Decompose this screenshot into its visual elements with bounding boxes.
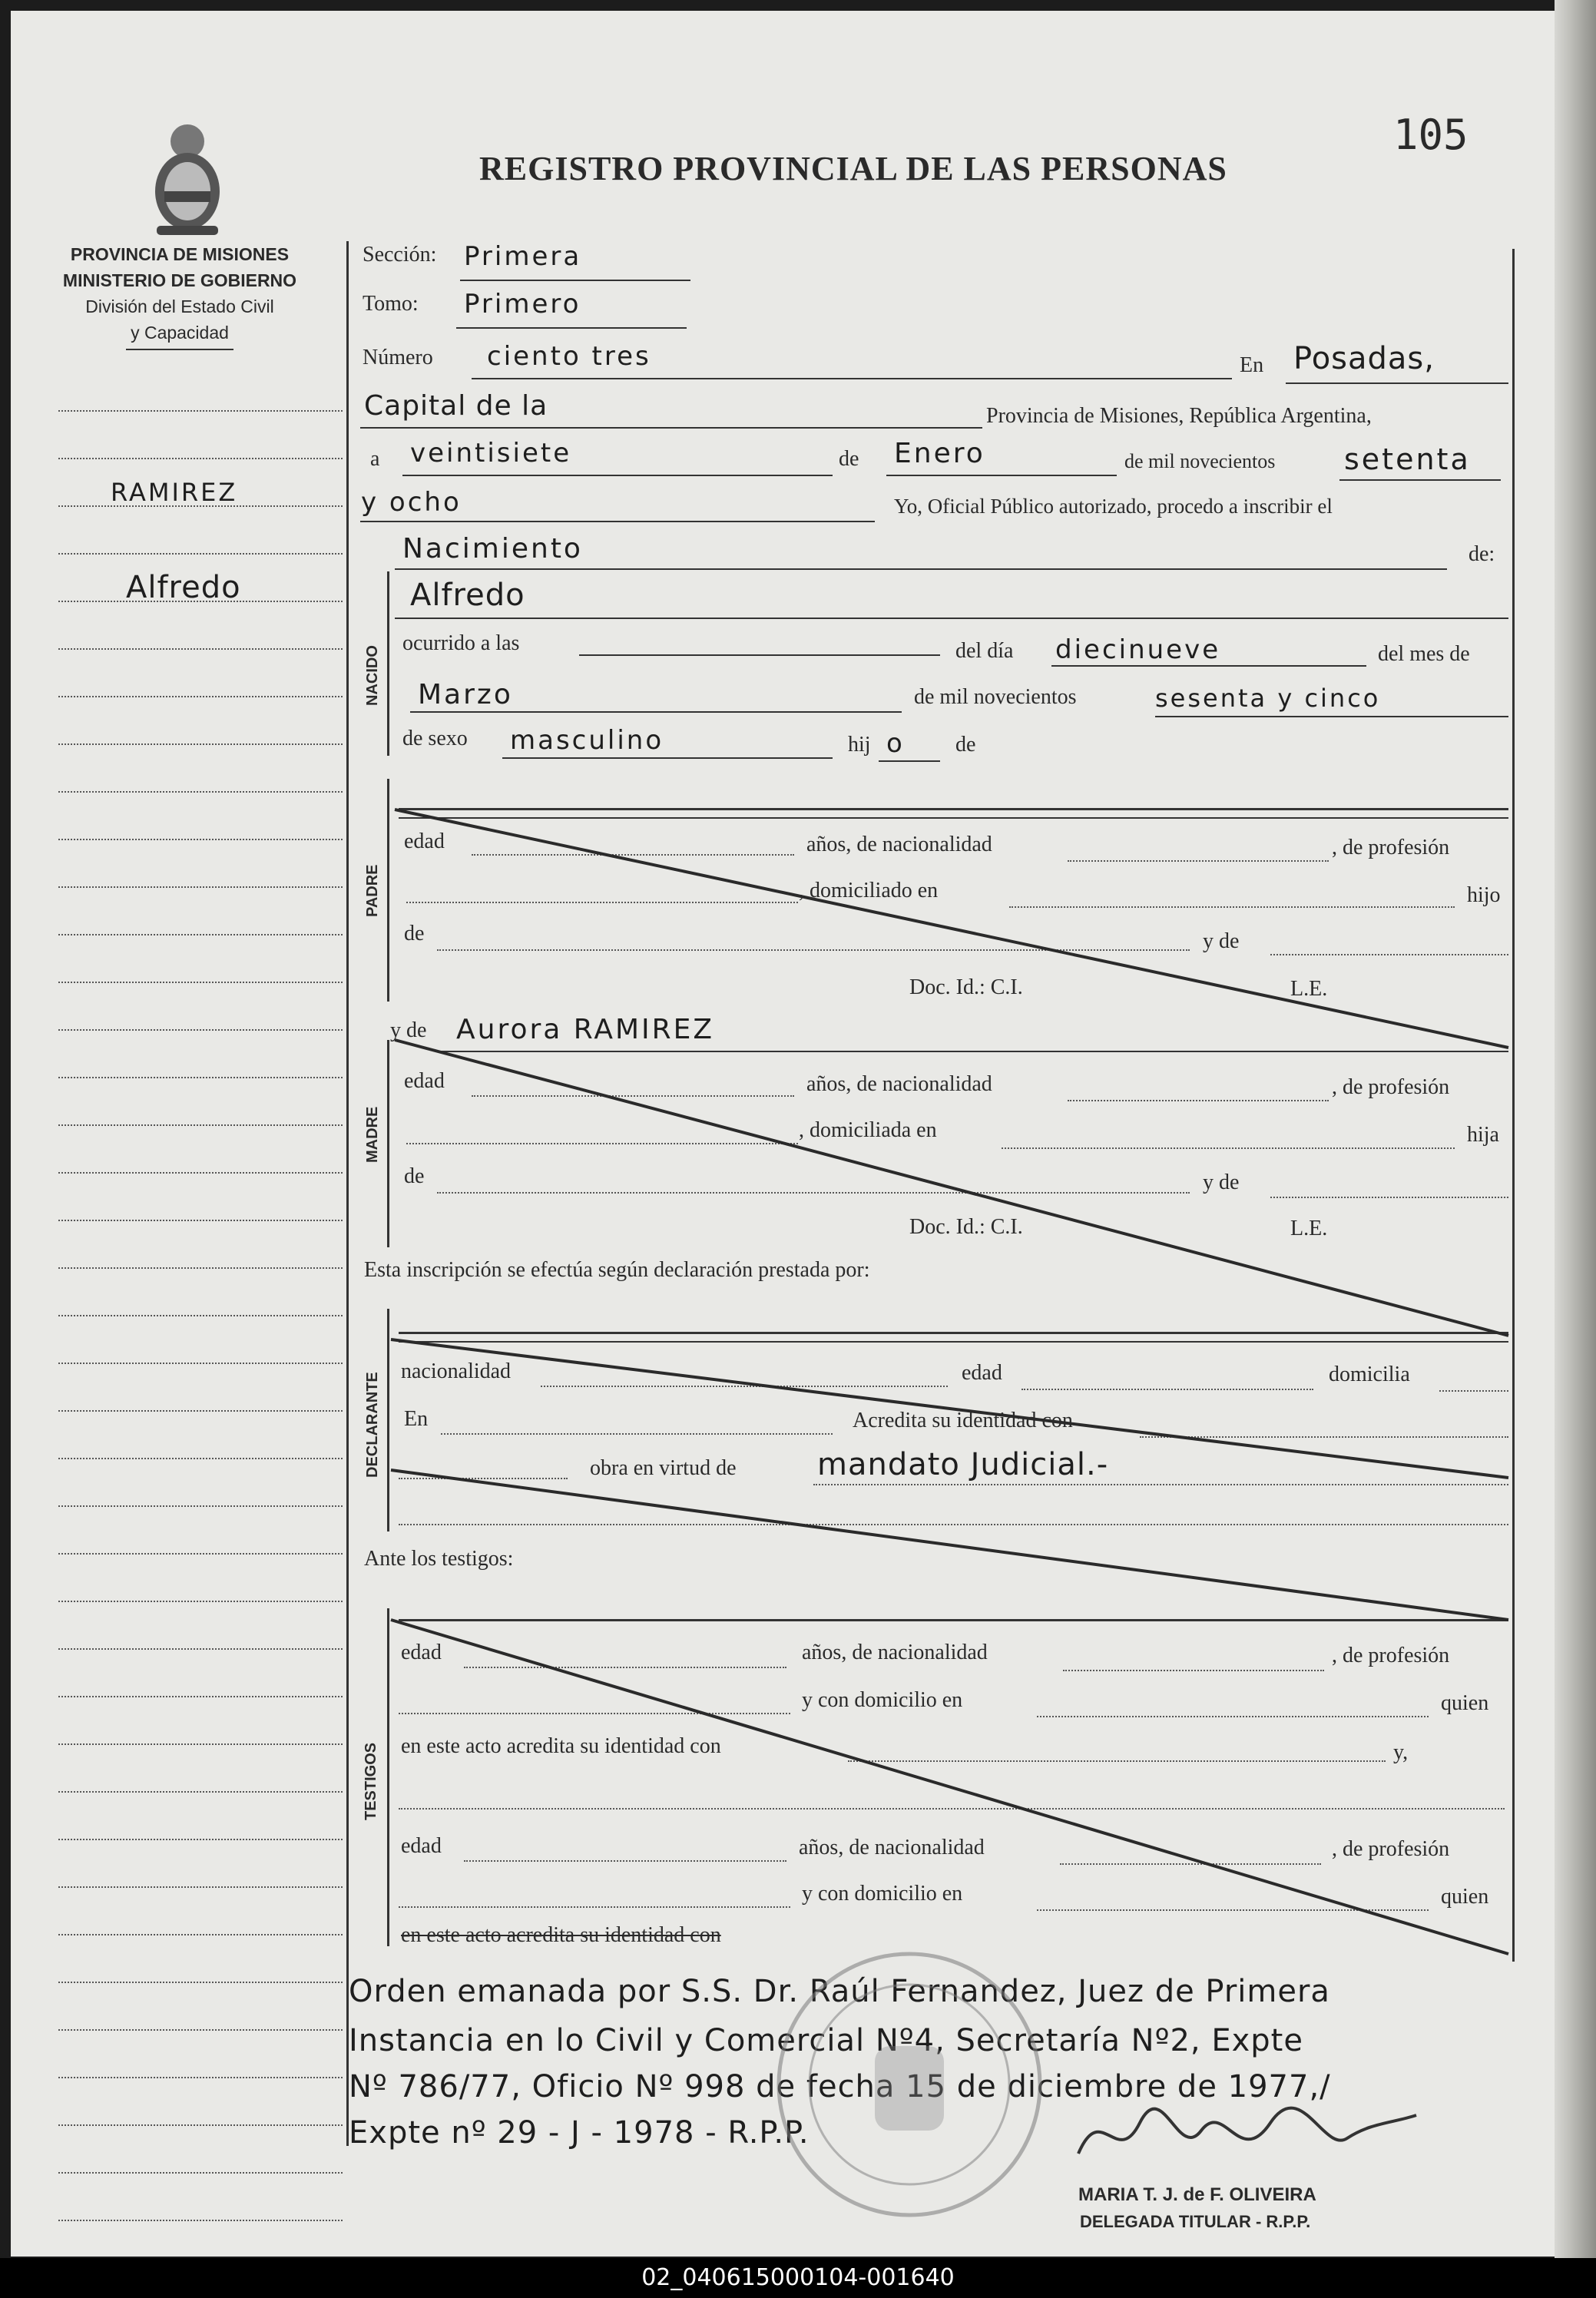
testigos-label: TESTIGOS: [363, 1742, 379, 1820]
testigo2-profesion-label: , de profesión: [1332, 1837, 1450, 1861]
page-edge: [1555, 0, 1596, 2258]
hijo-suffix-value: o: [886, 728, 905, 759]
declarante-label: DECLARANTE: [364, 1372, 381, 1478]
hij-label: hij: [848, 733, 871, 757]
del-dia-label: del día: [955, 639, 1014, 663]
institution-line-4: y Capacidad: [131, 323, 229, 343]
testigo1-edad-label: edad: [401, 1641, 442, 1664]
dia-acta-value: veintisiete: [410, 438, 572, 469]
testigo2-domicilio-label: y con domicilio en: [802, 1882, 963, 1906]
testigo2-nacionalidad-label: años, de nacionalidad: [799, 1836, 985, 1859]
madre-doc-label: Doc. Id.: C.I.: [909, 1215, 1023, 1239]
anio-acta-value-1: setenta: [1344, 442, 1471, 476]
institution-line-3: División del Estado Civil: [85, 296, 274, 316]
declarante-domicilia-label: domicilia: [1329, 1363, 1410, 1386]
padre-label: PADRE: [364, 864, 381, 917]
document-title: REGISTRO PROVINCIAL DE LAS PERSONAS: [479, 150, 1227, 187]
padre-le-label: L.E.: [1290, 977, 1328, 1001]
numero-value: ciento tres: [487, 341, 651, 372]
dia-nac-value: diecinueve: [1055, 634, 1221, 665]
testigo1-profesion-label: , de profesión: [1332, 1644, 1450, 1667]
padre-hijo-label: hijo: [1467, 883, 1501, 907]
seccion-label: Sección:: [363, 243, 437, 267]
padre-domicilio-label: , domiciliado en: [799, 879, 939, 902]
madre-le-label: L.E.: [1290, 1217, 1328, 1240]
declarante-edad-label: edad: [962, 1361, 1002, 1385]
en-label: En: [1240, 353, 1264, 377]
madre-value: Aurora RAMIREZ: [456, 1014, 715, 1045]
mil-novecientos-nac-label: de mil novecientos: [914, 685, 1077, 709]
note-line-4: Expte nº 29 - J - 1978 - R.P.P.: [349, 2115, 810, 2151]
de-hijo-label: de: [955, 733, 976, 757]
ocurrido-label: ocurrido a las: [402, 631, 520, 655]
yo-oficial-label: Yo, Oficial Público autorizado, procedo a inscribir el: [894, 495, 1333, 518]
madre-hija-label: hija: [1467, 1123, 1499, 1147]
testigo2-quien-label: quien: [1441, 1885, 1489, 1909]
de-colon-label: de:: [1469, 542, 1495, 566]
document-page: [11, 11, 1555, 2257]
mil-novecientos-label: de mil novecientos: [1124, 450, 1276, 472]
padre-edad-label: edad: [404, 829, 445, 853]
de-label: de: [839, 447, 859, 471]
tomo-value: Primero: [464, 289, 581, 320]
testigo2-edad-label: edad: [401, 1834, 442, 1858]
institution-line-1: PROVINCIA DE MISIONES: [70, 244, 290, 264]
capital-value: Capital de la: [364, 390, 548, 422]
cancellation-strokes: [11, 11, 1555, 2257]
testigo2-acredita-label: en este acto acredita su identidad con: [401, 1923, 721, 1947]
inscripcion-label: Esta inscripción se efectúa según declaración prestada por:: [364, 1258, 870, 1282]
madre-label: MADRE: [364, 1106, 381, 1163]
declarante-nacionalidad-label: nacionalidad: [401, 1359, 512, 1383]
testigo1-nacionalidad-label: años, de nacionalidad: [802, 1641, 988, 1664]
tomo-label: Tomo:: [363, 292, 419, 316]
testigos-intro-label: Ante los testigos:: [364, 1547, 514, 1571]
note-line-1: Orden emanada por S.S. Dr. Raúl Fernandez, Juez de Primera: [349, 1974, 1330, 2009]
padre-nacionalidad-label: años, de nacionalidad: [806, 833, 992, 856]
signature-name: MARIA T. J. de F. OLIVEIRA: [1078, 2184, 1316, 2205]
note-line-2: Instancia en lo Civil y Comercial Nº4, Secretaría Nº2, Expte: [349, 2023, 1303, 2058]
institution-line-2: MINISTERIO DE GOBIERNO: [62, 270, 297, 290]
padre-profesion-label: , de profesión: [1332, 836, 1450, 859]
madre-y-de-label: y de: [390, 1018, 427, 1042]
padre-doc-label: Doc. Id.: C.I.: [909, 975, 1023, 999]
sexo-value: masculino: [510, 725, 664, 756]
tipo-value: Nacimiento: [402, 533, 583, 565]
a-label: a: [370, 447, 380, 471]
nacido-label: NACIDO: [364, 645, 381, 706]
testigo1-domicilio-label: y con domicilio en: [802, 1688, 963, 1712]
madre-de-label: de: [404, 1164, 425, 1188]
anio-acta-value-2: y ocho: [361, 487, 462, 518]
anio-nac-value: sesenta y cinco: [1155, 684, 1381, 713]
mes-nac-value: Marzo: [418, 679, 513, 710]
sexo-label: de sexo: [402, 727, 468, 750]
seccion-value: Primera: [464, 241, 582, 272]
padre-y-de-label: y de: [1203, 929, 1240, 953]
obra-virtud-label: obra en virtud de: [590, 1456, 737, 1480]
page-number: 105: [1393, 111, 1469, 159]
madre-edad-label: edad: [404, 1069, 445, 1093]
madre-nacionalidad-label: años, de nacionalidad: [806, 1072, 992, 1096]
image-caption: 02_040615000104-001640: [0, 2258, 1596, 2298]
mes-acta-value: Enero: [894, 438, 985, 469]
del-mes-label: del mes de: [1378, 642, 1470, 666]
testigo1-y-label: y,: [1393, 1740, 1409, 1764]
padre-de-label: de: [404, 922, 425, 945]
declarante-acredita-label: Acredita su identidad con: [853, 1409, 1073, 1432]
nombre-value: Alfredo: [410, 578, 525, 613]
madre-y-de2-label: y de: [1203, 1171, 1240, 1194]
mandato-value: mandato Judicial.-: [817, 1447, 1109, 1482]
note-line-3: Nº 786/77, Oficio Nº 998 de fecha 15 de diciembre de 1977,/: [349, 2069, 1331, 2104]
madre-profesion-label: , de profesión: [1332, 1075, 1450, 1099]
lugar-value: Posadas,: [1293, 341, 1435, 376]
margin-surname: RAMIREZ: [111, 478, 238, 507]
provincia-label: Provincia de Misiones, República Argentina,: [986, 404, 1372, 428]
numero-label: Número: [363, 346, 433, 369]
madre-domicilio-label: , domiciliada en: [799, 1118, 937, 1142]
testigo1-acredita-label: en este acto acredita su identidad con: [401, 1734, 721, 1758]
margin-given-name: Alfredo: [126, 570, 241, 605]
declarante-en-label: En: [404, 1407, 429, 1431]
testigo1-quien-label: quien: [1441, 1691, 1489, 1715]
signature-role: DELEGADA TITULAR - R.P.P.: [1080, 2212, 1311, 2231]
